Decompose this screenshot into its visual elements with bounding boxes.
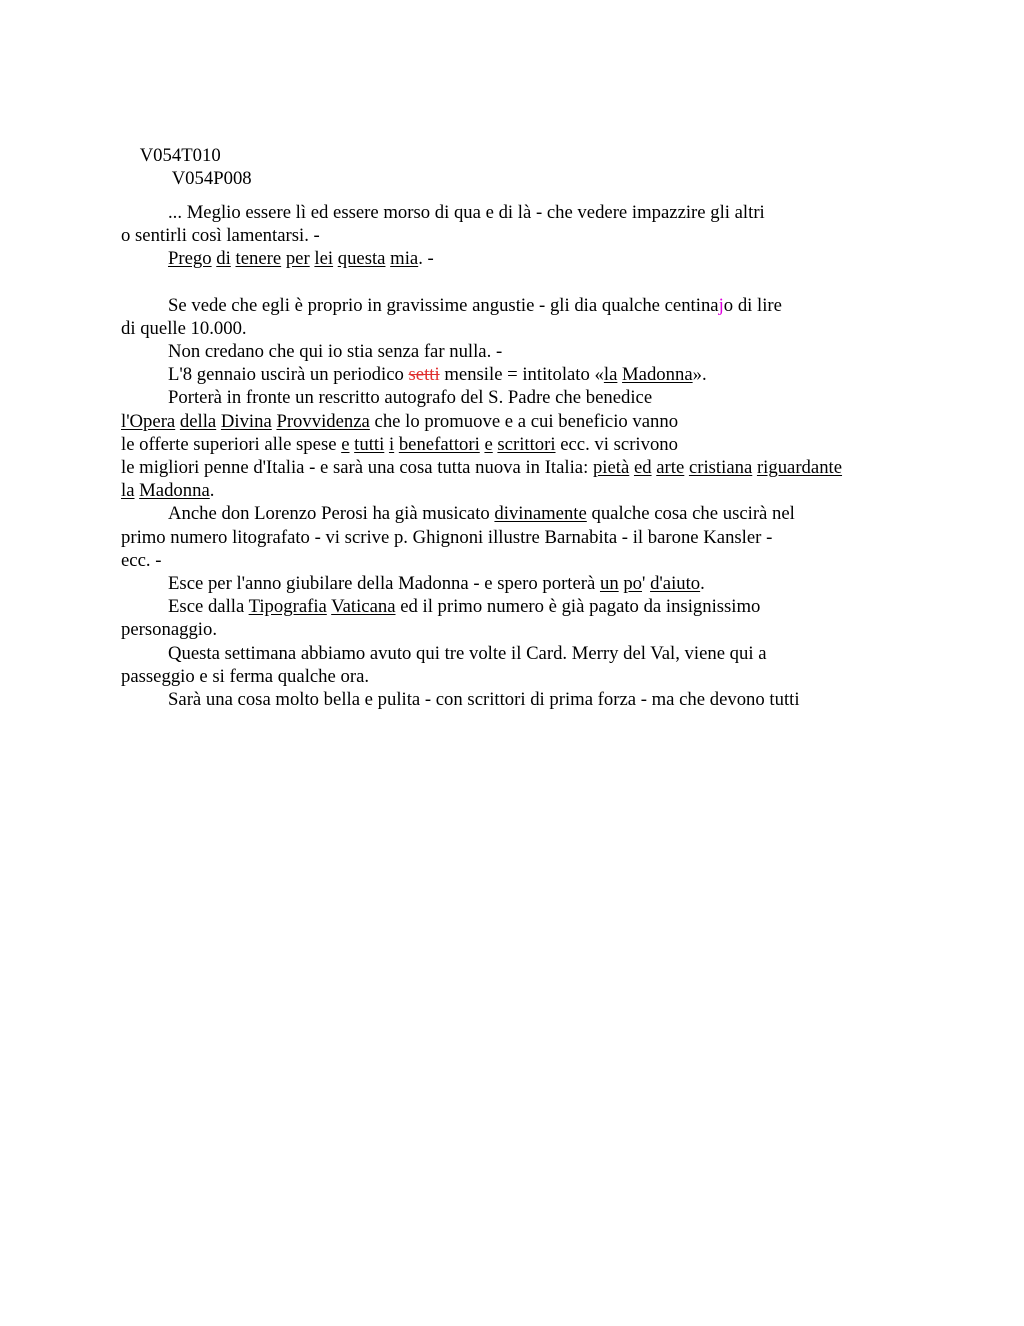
underlined-word: per [285, 248, 310, 270]
text-line [121, 386, 911, 409]
text-line [121, 526, 911, 549]
text-run: ecc. - [121, 549, 162, 571]
paragraph-p2 [121, 247, 911, 270]
text-run: di quelle 10.000. [121, 317, 247, 339]
paragraph-spacer [121, 271, 911, 294]
text-run: Questa settimana abbiamo avuto qui tre volte il Card. Merry del Val, viene qui a [168, 642, 767, 664]
text-line [121, 572, 911, 595]
underlined-word: lei [314, 248, 334, 270]
underlined-word: la [121, 480, 135, 502]
text-run: mensile = intitolato « [439, 364, 604, 386]
underlined-word: scrittori [497, 433, 556, 455]
paragraph-p1 [121, 201, 911, 247]
paragraph-p11 [121, 688, 911, 711]
text-line [121, 317, 911, 340]
text-run: Anche don Lorenzo Perosi ha già musicato [168, 503, 495, 525]
underlined-word: cristiana [688, 457, 753, 479]
underlined-word: tenere [235, 248, 282, 270]
text-run: che lo promuove e a cui beneficio vanno [369, 410, 679, 432]
underlined-word: Tipografia [248, 596, 327, 618]
underlined-word: Prego [168, 248, 212, 270]
volume-code: V054T010 [139, 145, 221, 167]
text-run: Non credano che qui io stia senza far nulla. - [168, 341, 503, 363]
underlined-word: ed [633, 457, 652, 479]
underlined-word: la [603, 364, 618, 386]
text-run: ecc. vi scrivono [555, 433, 678, 455]
text-run: . [209, 480, 215, 502]
text-line [121, 549, 911, 572]
text-run: le migliori penne d'Italia - e sarà una cosa tutta nuova in Italia: [121, 457, 593, 479]
underlined-word: Vaticana [331, 596, 396, 618]
text-run: personaggio. [121, 619, 218, 641]
text-line [121, 201, 911, 224]
text-run: Sarà una cosa molto bella e pulita - con scrittori di prima forza - ma che devono tutti [168, 689, 800, 711]
text-run: Esce per l'anno giubilare della Madonna - e spero porterà [168, 573, 600, 595]
underlined-word: i [388, 433, 395, 455]
underlined-word: e [484, 433, 493, 455]
text-line [121, 224, 911, 247]
paragraph-p9 [121, 595, 911, 641]
text-run: ed il primo numero è già pagato da insignissimo [395, 596, 761, 618]
text-run: ». [692, 364, 707, 386]
text-run: o sentirli così lamentarsi. - [121, 225, 320, 247]
paragraph-p10 [121, 642, 911, 688]
underlined-word: pietà [592, 457, 630, 479]
underlined-word: Madonna [622, 364, 693, 386]
underlined-word: mia [390, 248, 419, 270]
underlined-word: della [179, 410, 217, 432]
paragraph-p6 [121, 386, 911, 502]
underlined-word: l'Opera [121, 410, 176, 432]
text-line [121, 688, 911, 711]
text-line [121, 247, 911, 270]
text-run: passeggio e si ferma qualche ora. [121, 665, 370, 687]
underlined-word: Divina [220, 410, 272, 432]
text-line [121, 595, 911, 618]
underlined-word: questa [337, 248, 386, 270]
page-code: V054P008 [171, 168, 252, 190]
struck-word: setti [408, 364, 440, 386]
underlined-word: benefattori [398, 433, 480, 455]
underlined-word: riguardante [756, 457, 843, 479]
text-line [121, 340, 911, 363]
text-run: qualche cosa che uscirà nel [586, 503, 795, 525]
text-run: primo numero litografato - vi scrive p. Ghignoni illustre Barnabita - il barone Kansler - [121, 526, 773, 548]
paragraph-p3 [121, 294, 911, 340]
text-run: ... Meglio essere lì ed essere morso di qua e di là - che vedere impazzire gli altri [168, 202, 765, 223]
inserted-letter: j [718, 294, 724, 316]
text-line [121, 456, 911, 479]
text-run: Se vede che egli è proprio in gravissime angustie - gli dia qualche centina [168, 294, 719, 316]
underlined-word: Provvidenza [276, 410, 370, 432]
paragraph-p4 [121, 340, 911, 363]
underlined-word: Madonna [139, 480, 210, 502]
text-line [121, 294, 911, 317]
text-run: Esce dalla [168, 596, 249, 618]
letter-body [121, 201, 911, 711]
underlined-word: arte [656, 457, 685, 479]
underlined-word: e [341, 433, 350, 455]
text-line [121, 410, 911, 433]
document-page [121, 121, 911, 711]
text-line [121, 433, 911, 456]
text-line [121, 642, 911, 665]
text-run: . [700, 573, 705, 595]
text-run: le offerte superiori alle spese [121, 433, 342, 455]
text-line [121, 479, 911, 502]
paragraph-p8 [121, 572, 911, 595]
underlined-word: po [623, 573, 643, 595]
underlined-word: di [216, 248, 231, 270]
text-run: Porterà in fronte un rescritto autografo del S. Padre che benedice [168, 387, 653, 409]
paragraph-p5 [121, 363, 911, 386]
underlined-word: divinamente [494, 503, 587, 525]
underlined-word: un [599, 573, 619, 595]
text-run: ' [642, 573, 651, 595]
document-header [121, 121, 911, 190]
paragraph-p7 [121, 502, 911, 572]
text-run: . - [418, 248, 434, 270]
text-line [121, 363, 911, 386]
text-line [121, 665, 911, 688]
text-run: o di lire [723, 294, 782, 316]
text-line [121, 502, 911, 525]
text-line [121, 618, 911, 641]
underlined-word: d'aiuto [650, 573, 701, 595]
underlined-word: tutti [354, 433, 385, 455]
text-run: L'8 gennaio uscirà un periodico [168, 364, 409, 386]
